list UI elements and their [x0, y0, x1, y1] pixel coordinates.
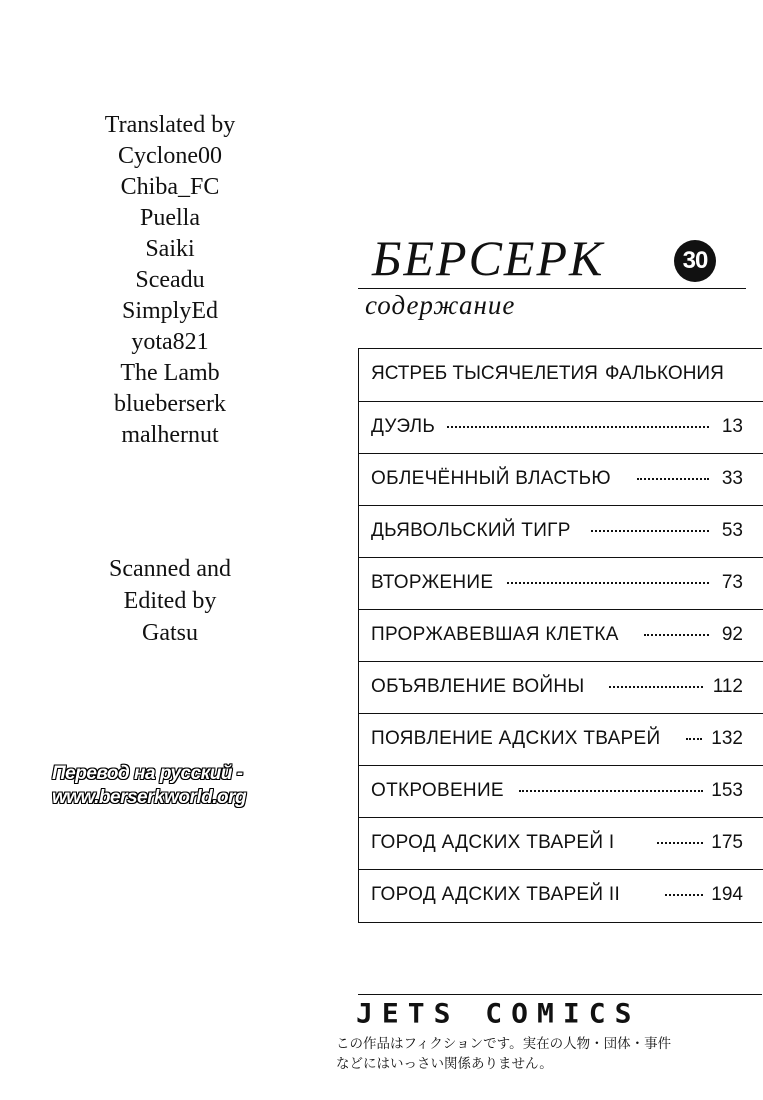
translator-name: Cyclone00 — [118, 143, 222, 169]
chapter-title: ВТОРЖЕНИЕ — [371, 572, 494, 593]
russian-credit-url: www.berserkworld.org — [52, 787, 247, 808]
translator-name: SimplyEd — [121, 298, 218, 324]
chapter-page: 194 — [711, 884, 743, 905]
chapter-page: 33 — [721, 468, 743, 489]
book-title: БЕРСЕРК — [372, 230, 605, 286]
toc-row — [359, 609, 763, 661]
chapter-title: ГОРОД АДСКИХ ТВАРЕЙ II — [371, 884, 621, 905]
toc-row — [359, 401, 763, 453]
scan-credit-line: Gatsu — [142, 620, 198, 646]
chapter-title: ПРОРЖАВЕВШАЯ КЛЕТКА — [371, 624, 619, 645]
dot-leader — [507, 582, 709, 584]
dot-leader — [519, 790, 703, 792]
dot-leader — [447, 426, 709, 428]
chapter-page: 13 — [721, 416, 743, 437]
arc-title-left: ЯСТРЕБ ТЫСЯЧЕЛЕТИЯ — [371, 363, 598, 384]
dot-leader — [609, 686, 703, 688]
chapter-title: ГОРОД АДСКИХ ТВАРЕЙ I — [371, 832, 615, 853]
contents-heading: содержание — [365, 290, 516, 320]
dot-leader — [637, 478, 709, 480]
chapter-title: ОТКРОВЕНИЕ — [371, 780, 504, 801]
translated-by-heading: Translated by — [104, 112, 236, 138]
toc-row — [359, 869, 763, 921]
toc-arc-row — [359, 349, 763, 401]
arc-title-right: ФАЛЬКОНИЯ — [605, 363, 724, 384]
translator-name: yota821 — [131, 329, 209, 355]
chapter-title: ДЬЯВОЛЬСКИЙ ТИГР — [371, 520, 571, 541]
translator-name: Saiki — [145, 236, 195, 262]
chapter-title: ДУЭЛЬ — [371, 416, 436, 437]
table-of-contents — [358, 348, 762, 923]
disclaimer-line: などにはいっさい関係ありません。 — [336, 1056, 553, 1072]
publisher-brand: JETS COMICS — [356, 997, 641, 1030]
toc-row — [359, 453, 763, 505]
toc-row — [359, 765, 763, 817]
chapter-page: 175 — [711, 832, 743, 853]
russian-translation-credit — [52, 762, 302, 810]
toc-row — [359, 817, 763, 869]
toc-row — [359, 661, 763, 713]
footer-divider — [358, 994, 762, 995]
disclaimer-line: この作品はフィクションです。実在の人物・団体・事件 — [336, 1036, 672, 1052]
translator-name: malhernut — [121, 422, 219, 448]
volume-badge: 30 — [674, 240, 716, 282]
chapter-page: 153 — [711, 780, 743, 801]
translator-name: Sceadu — [135, 267, 205, 293]
dot-leader — [644, 634, 709, 636]
chapter-page: 73 — [721, 572, 743, 593]
translator-name: Chiba_FC — [120, 174, 220, 200]
toc-row — [359, 713, 763, 765]
chapter-title: ОБЛЕЧЁННЫЙ ВЛАСТЬЮ — [371, 468, 611, 489]
scan-credit-line: Scanned and — [109, 556, 231, 582]
translator-name: blueberserk — [114, 391, 226, 417]
scan-credits — [60, 553, 280, 649]
scan-credit-line: Edited by — [123, 588, 217, 614]
translator-name: Puella — [140, 205, 200, 231]
toc-row — [359, 505, 763, 557]
translator-name: The Lamb — [120, 360, 220, 386]
chapter-title: ПОЯВЛЕНИЕ АДСКИХ ТВАРЕЙ — [371, 728, 661, 749]
dot-leader — [591, 530, 709, 532]
chapter-page: 132 — [711, 728, 743, 749]
chapter-page: 112 — [712, 676, 743, 697]
dot-leader — [657, 842, 703, 844]
toc-row — [359, 557, 763, 609]
dot-leader — [665, 894, 703, 896]
chapter-page: 53 — [721, 520, 743, 541]
translator-credits — [60, 110, 280, 451]
dot-leader — [686, 738, 702, 740]
chapter-page: 92 — [721, 624, 743, 645]
fiction-disclaimer — [336, 1034, 756, 1074]
chapter-title: ОБЪЯВЛЕНИЕ ВОЙНЫ — [371, 676, 585, 697]
russian-credit-line: Перевод на русский - — [52, 763, 243, 784]
